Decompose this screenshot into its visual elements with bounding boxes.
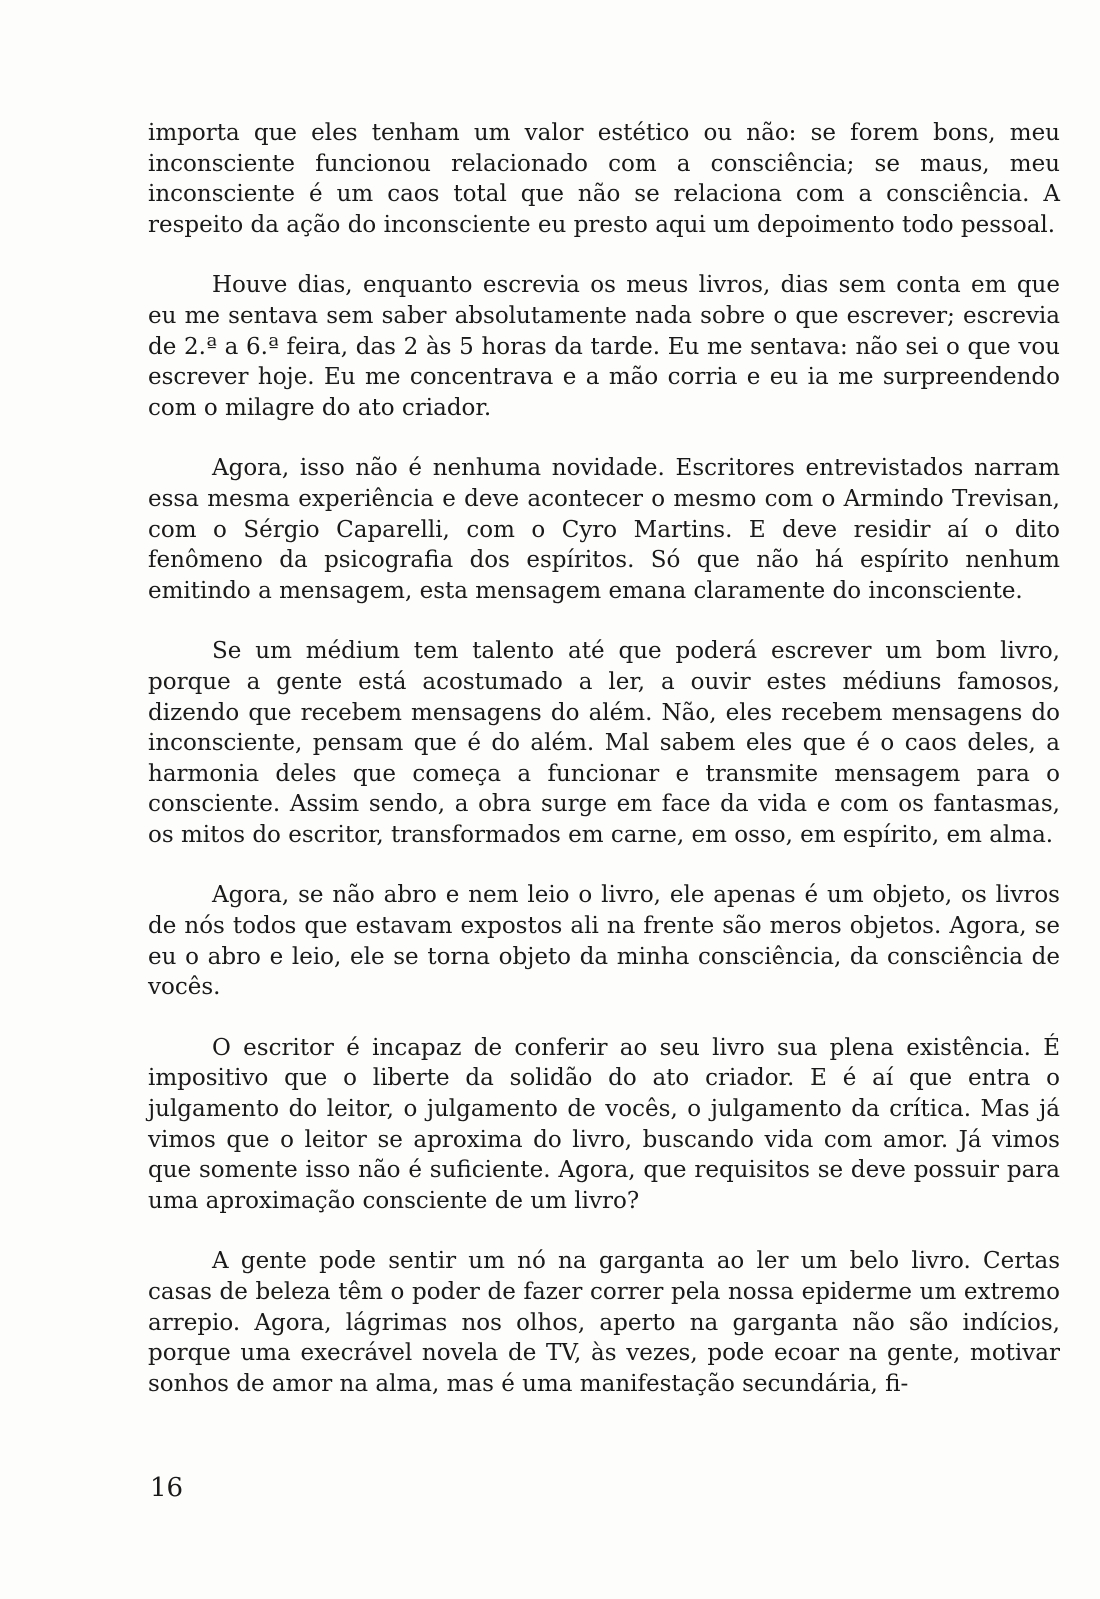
paragraph-4: Se um médium tem talento até que poderá escrever um bom livro, porque a gente está acostumado a ler, a ouvir estes médiuns famosos, dizendo que recebem mensagens do além. Não, eles recebem mensagens do inconsciente, pensam que é do além. Mal sabem eles que é o caos deles, a harmonia deles que começa a funcionar e transmite mensagem para o consciente. Assim sendo, a obra surge em face da vida e com os fantasmas, os mitos do escritor, transformados em carne, em osso, em espírito, em alma. (148, 638, 1060, 848)
paragraph-1: importa que eles tenham um valor estético ou não: se forem bons, meu inconsciente funcionou relacionado com a consciência; se maus, meu inconsciente é um caos total que não se relaciona com a consciência. A respeito da ação do inconsciente eu presto aqui um depoimento todo pessoal. (148, 120, 1060, 238)
paragraph-6: O escritor é incapaz de conferir ao seu livro sua plena existência. É impositivo que o liberte da solidão do ato criador. E é aí que entra o julgamento do leitor, o julgamento de vocês, o julgamento da crítica. Mas já vimos que o leitor se aproxima do livro, buscando vida com amor. Já vimos que somente isso não é suficiente. Agora, que requisitos se deve possuir para uma aproximação consciente de um livro? (148, 1034, 1060, 1214)
paragraph-7: A gente pode sentir um nó na garganta ao ler um belo livro. Certas casas de beleza têm o poder de fazer correr pela nossa epiderme um extremo arrepio. Agora, lágrimas nos olhos, aperto na garganta não são indícios, porque uma execrável novela de TV, às vezes, pode ecoar na gente, motivar sonhos de amor na alma, mas é uma manifestação secundária, fi- (148, 1248, 1060, 1397)
paragraph-2: Houve dias, enquanto escrevia os meus livros, dias sem conta em que eu me sentava sem saber absolutamente nada sobre o que escrever; escrevia de 2.ª a 6.ª feira, das 2 às 5 horas da tarde. Eu me sentava: não sei o que vou escrever hoje. Eu me concentrava e a mão corria e eu ia me surpreendendo com o milagre do ato criador. (148, 272, 1060, 421)
paragraph-5: Agora, se não abro e nem leio o livro, ele apenas é um objeto, os livros de nós todos que estavam expostos ali na frente são meros objetos. Agora, se eu o abro e leio, ele se torna objeto da minha consciência, da consciência de vocês. (148, 882, 1060, 1001)
page-number: 16 (150, 1473, 184, 1503)
paragraph-3: Agora, isso não é nenhuma novidade. Escritores entrevistados narram essa mesma experiência e deve acontecer o mesmo com o Armindo Trevisan, com o Sérgio Caparelli, com o Cyro Martins. E deve residir aí o dito fenômeno da psicografia dos espíritos. Só que não há espírito nenhum emitindo a mensagem, esta mensagem emana claramente do inconsciente. (148, 455, 1060, 604)
body-text (148, 118, 1060, 1429)
